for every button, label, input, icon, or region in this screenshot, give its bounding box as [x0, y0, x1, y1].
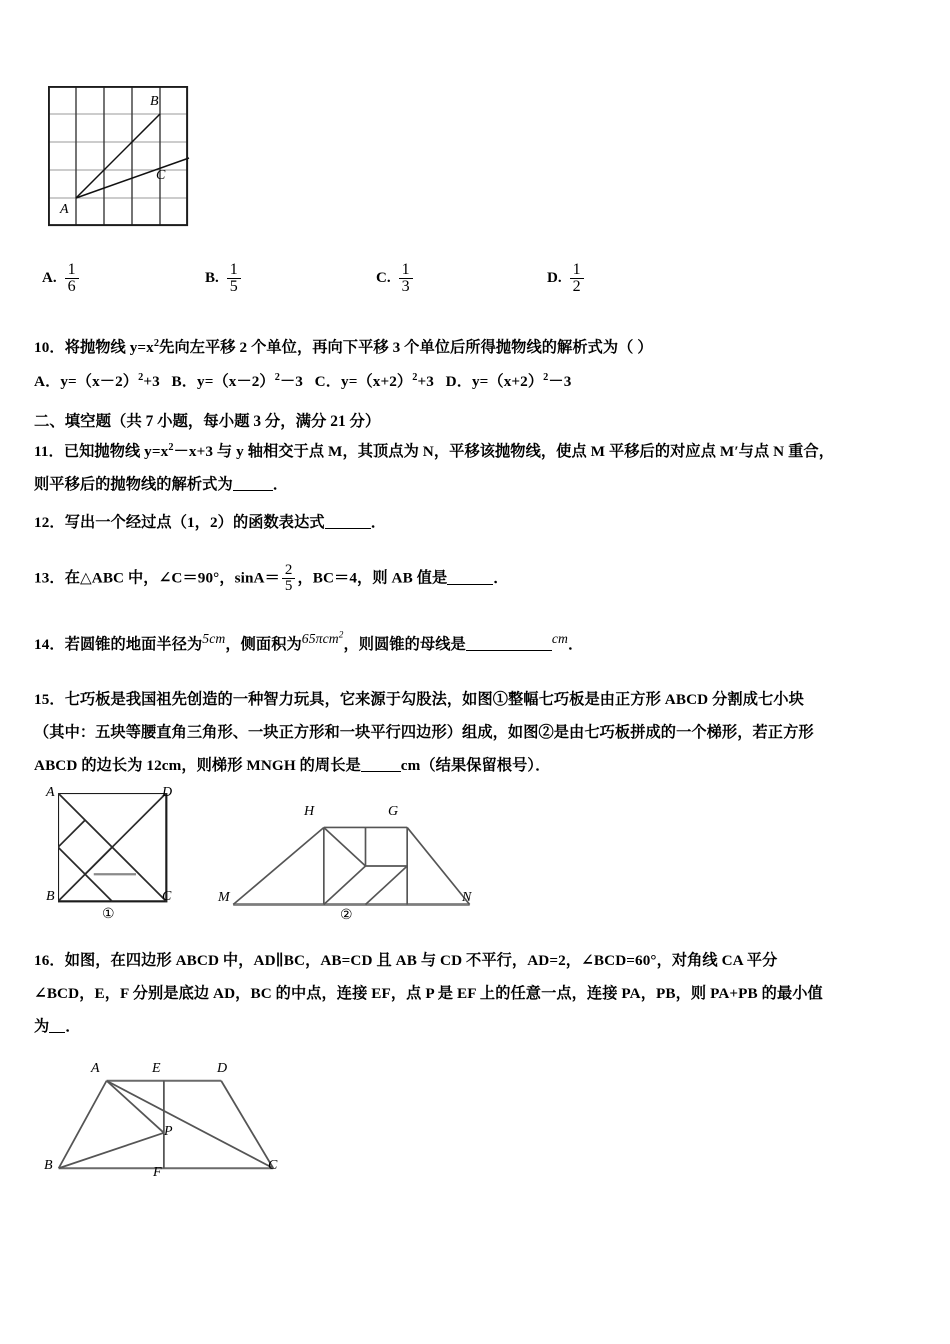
q9-option-a-denominator: 6	[65, 278, 79, 295]
q10-option-a-post: +3	[143, 373, 160, 390]
q15-fig1-label-a: A	[46, 785, 55, 800]
q10-stem-post: 先向左平移 2 个单位，再向下平移 3 个单位后所得抛物线的解析式为（ ）	[159, 339, 653, 356]
q16-line-1	[34, 950, 777, 973]
q16-label-c: C	[268, 1158, 278, 1173]
q13-part2: ，BC＝4，则 AB 值是	[297, 569, 448, 587]
q10-option-c-label: C．	[314, 373, 342, 390]
q11-line-1	[34, 441, 834, 464]
q16-line1-text: 如图，在四边形 ABCD 中，AD∥BC，AB=CD 且 AB 与 CD 不平行，AD=2，∠BCD=60°，对角线 CA 平分	[64, 952, 778, 969]
q9-option-c-fraction	[399, 262, 413, 296]
q10-option-b-pre: y=（x－2）	[197, 373, 275, 390]
q15-line-2	[34, 722, 814, 745]
q11-line-2: 则平移后的抛物线的解析式为 ．	[34, 476, 289, 493]
q15-line-1	[34, 689, 804, 712]
section-2-heading: 二、填空题（共 7 小题，每小题 3 分，满分 21 分）	[34, 413, 381, 430]
q15-figure-1-caption: ①	[102, 907, 115, 922]
q15-line3-post: cm（结果保留根号）．	[400, 757, 551, 774]
q10-option-c-sup: 2	[412, 371, 418, 383]
q14-radius-value: 5cm	[202, 630, 226, 646]
q10-option-c[interactable]	[315, 373, 434, 390]
q10-option-d-label: D．	[445, 373, 472, 390]
q9-option-c-denominator: 3	[399, 278, 413, 295]
q9-label-a: A	[60, 202, 69, 217]
q12-line: 12．写出一个经过点（1，2）的函数表达式 ．	[34, 514, 386, 531]
q14-lateral-area-value	[302, 631, 344, 646]
q9-option-b-label: B.	[205, 270, 219, 287]
q15-fig1-label-d: D	[162, 785, 173, 800]
q13-line: 13．在△ABC 中，∠C＝90°，sinA＝ $\frac{2}{5}$ ，BC＝4，则 AB 值是 ．	[34, 562, 509, 595]
q16-line-3	[34, 1016, 81, 1039]
q15-fig2-label-h: H	[304, 804, 315, 819]
q9-option-c-numerator: 1	[401, 261, 410, 278]
q9-option-d-fraction	[570, 262, 584, 296]
q16-answer-blank[interactable]	[49, 1032, 65, 1033]
q15-figure-2-tangram-trapezoid	[218, 804, 478, 926]
q13-fraction-numerator: 2	[284, 562, 293, 578]
q9-option-a-label: A.	[42, 270, 57, 287]
q14-part2: ，侧面积为	[225, 636, 302, 653]
q10-stem	[34, 337, 653, 360]
q9-option-c[interactable]	[376, 262, 415, 296]
q12-answer-blank[interactable]	[325, 528, 371, 529]
q16-label-e: E	[152, 1061, 161, 1076]
q16-line3-pre: 为	[34, 1018, 50, 1035]
q10-option-d[interactable]	[446, 373, 572, 390]
q10-options	[34, 371, 571, 394]
q9-option-b-denominator: 5	[227, 278, 241, 295]
q12-number: 12．	[34, 514, 65, 531]
q16-label-p: P	[164, 1124, 173, 1139]
q11-line1-post: －x+3 与 y 轴相交于点 M，其顶点为 N，平移该抛物线，使点 M 平移后的对应点 M′与点 N 重合，	[173, 443, 834, 460]
q10-option-b-post: －3	[279, 373, 303, 390]
q15-fig2-label-g: G	[388, 804, 399, 819]
q11-line2-text: 则平移后的抛物线的解析式为	[34, 476, 233, 493]
q13-number: 13．	[34, 569, 65, 587]
q10-option-c-pre: y=（x+2）	[341, 373, 413, 390]
q10-option-a-sup: 2	[138, 371, 144, 383]
q16-label-d: D	[217, 1061, 228, 1076]
q10-stem-exponent: 2	[153, 337, 160, 349]
q15-fig1-label-b: B	[46, 889, 55, 904]
q10-option-b-label: B．	[171, 373, 198, 390]
q14-part1: 若圆锥的地面半径为	[64, 636, 203, 653]
q10-number: 10．	[34, 339, 65, 356]
q15-line3-pre: ABCD 的边长为 12cm，则梯形 MNGH 的周长是	[34, 757, 361, 774]
q9-option-a-numerator: 1	[67, 261, 76, 278]
q15-number: 15．	[34, 691, 65, 708]
q14-answer-blank[interactable]	[466, 650, 552, 651]
q9-option-d[interactable]	[547, 262, 586, 296]
q15-fig1-label-c: C	[162, 889, 172, 904]
q16-number: 16．	[34, 952, 65, 969]
q11-answer-blank[interactable]	[233, 490, 273, 491]
q10-stem-pre: 将抛物线 y=x	[64, 339, 154, 356]
q14-number: 14．	[34, 636, 65, 653]
q13-fraction-denominator: 5	[282, 578, 296, 594]
q16-label-a: A	[91, 1061, 100, 1076]
q15-fig2-label-m: M	[218, 890, 230, 905]
q16-label-f: F	[153, 1165, 162, 1180]
q14-line: 14．若圆锥的地面半径为$^{5cm}$，侧面积为$^{65\pi cm^2}$，则圆锥的母线是 $^{cm}$．	[34, 630, 584, 653]
q10-option-b-sup: 2	[274, 371, 280, 383]
q16-label-b: B	[44, 1158, 53, 1173]
q13-part1: 在△ABC 中，∠C＝90°，sinA＝	[64, 569, 280, 587]
q9-grid-figure	[48, 86, 208, 246]
q15-line2-text: （其中：五块等腰直角三角形、一块正方形和一块平行四边形）组成，如图②是由七巧板拼成的一个梯形，若正方形	[34, 724, 814, 741]
q15-fig2-label-n: N	[462, 890, 472, 905]
q14-part3: ，则圆锥的母线是	[343, 636, 466, 653]
q9-option-a-fraction	[65, 262, 79, 296]
q9-option-b-numerator: 1	[229, 261, 238, 278]
q11-number: 11．	[34, 443, 64, 460]
q14-lateral-area-exponent: 2	[338, 630, 344, 641]
q10-option-c-post: +3	[417, 373, 434, 390]
q16-line2-text: ∠BCD，E，F 分别是底边 AD，BC 的中点，连接 EF，点 P 是 EF 上的任意一点，连接 PA，PB，则 PA+PB 的最小值	[34, 985, 823, 1002]
q10-option-d-pre: y=（x+2）	[471, 373, 544, 390]
q9-options-row	[42, 258, 682, 306]
q15-figure-1-tangram-square	[46, 785, 188, 923]
q15-line-3	[34, 755, 550, 778]
q12-text: 写出一个经过点（1，2）的函数表达式	[64, 514, 325, 531]
q11-line1-pre: 已知抛物线 y=x	[63, 443, 169, 460]
q10-option-d-post: －3	[548, 373, 572, 390]
q9-option-c-label: C.	[376, 270, 391, 287]
q14-unit: cm	[551, 630, 568, 646]
q10-option-a[interactable]	[34, 373, 160, 390]
q13-fraction	[282, 563, 296, 595]
q10-option-a-pre: y=（x－2）	[60, 373, 139, 390]
q10-option-d-sup: 2	[543, 371, 549, 383]
q9-option-d-denominator: 2	[570, 278, 584, 295]
q9-option-b[interactable]	[205, 262, 243, 296]
q11-line1-exponent: 2	[168, 441, 174, 453]
q15-line1-text: 七巧板是我国祖先创造的一种智力玩具，它来源于勾股法，如图①整幅七巧板是由正方形 ABCD 分割成七小块	[64, 691, 804, 708]
q14-lateral-area-base: 65πcm	[301, 630, 339, 646]
q15-answer-blank[interactable]	[361, 771, 401, 772]
q9-option-d-numerator: 1	[572, 261, 581, 278]
q16-line-2	[34, 983, 823, 1006]
q16-figure-trapezoid	[42, 1062, 292, 1187]
q9-label-b: B	[150, 94, 159, 109]
q9-option-a[interactable]	[42, 262, 81, 296]
q9-label-c: C	[156, 168, 166, 183]
q15-figure-2-caption: ②	[340, 908, 353, 923]
q9-option-b-fraction	[227, 262, 241, 296]
q10-option-b[interactable]	[171, 373, 302, 390]
q9-option-d-label: D.	[547, 270, 562, 287]
q13-answer-blank[interactable]	[447, 584, 493, 585]
q10-option-a-label: A．	[34, 373, 61, 390]
q16-line3-post: ．	[65, 1018, 81, 1035]
